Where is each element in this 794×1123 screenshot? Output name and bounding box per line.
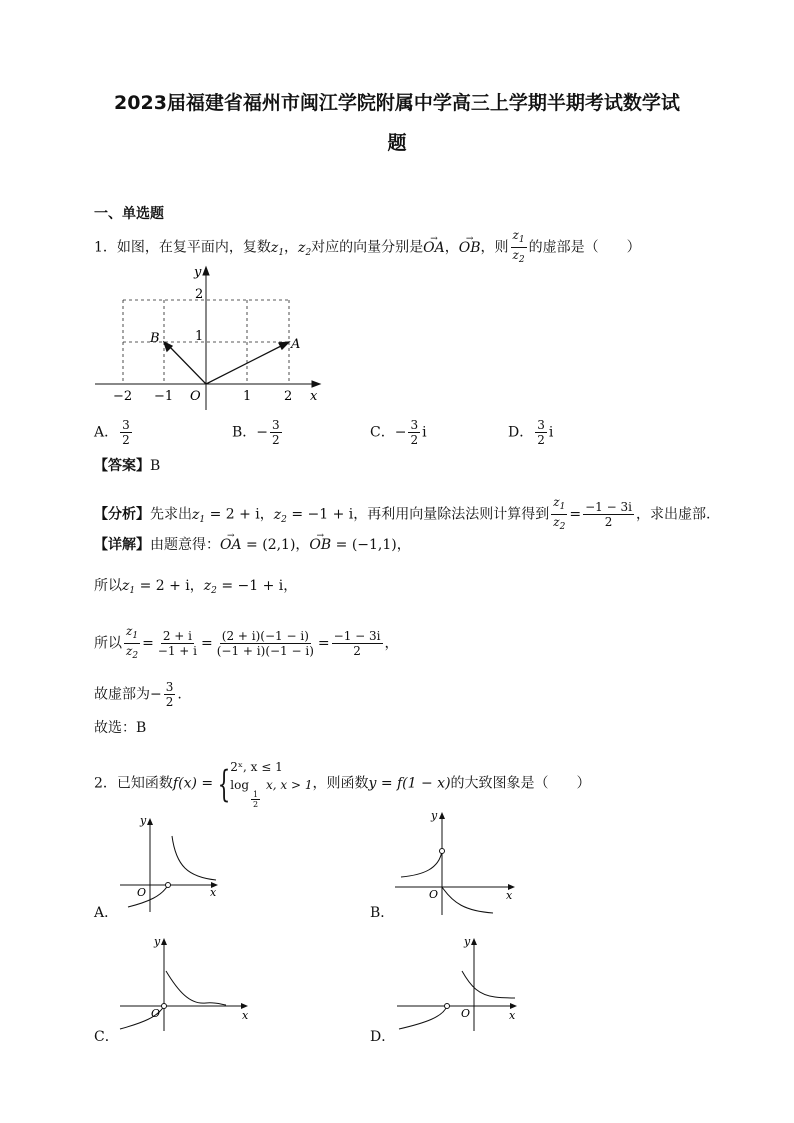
- y-axis-arrow: [203, 267, 209, 275]
- origin-label: O: [151, 1007, 161, 1020]
- graph-option-a[interactable]: [118, 814, 228, 914]
- stem-sep: ，: [444, 239, 459, 256]
- y-axis-arrow: [439, 812, 445, 819]
- curve-left: [399, 1006, 447, 1029]
- x-label: x: [210, 886, 217, 899]
- detail-tag: 【详解】: [94, 537, 150, 553]
- point-b-label: B: [150, 331, 160, 346]
- option-c-label[interactable]: C．: [94, 1029, 119, 1045]
- answer-value: B: [150, 458, 161, 474]
- piecewise-cases: 2ˣ, x ≤ 1 log $\frac{1}{2}$ x, x > 1: [230, 760, 313, 809]
- detail-line-5: 故选：B: [94, 720, 147, 736]
- tick-x-neg2: −2: [113, 389, 133, 404]
- detail-line-1: 【详解】由题意得：→ OA = (2,1)，→ OB = (−1,1)，: [94, 535, 411, 555]
- x-label: x: [509, 1009, 516, 1022]
- y-axis-label: y: [194, 265, 202, 280]
- question-number: 2．: [94, 775, 117, 792]
- graph-option-b[interactable]: [393, 807, 523, 917]
- question-number: 1．: [94, 239, 117, 256]
- y-axis-arrow: [147, 818, 153, 825]
- option-b[interactable]: B．− $\frac{3}{2}$: [232, 418, 280, 447]
- open-point: [162, 1004, 167, 1009]
- section-heading: 一、单选题: [94, 206, 164, 222]
- y-axis-arrow: [471, 938, 477, 945]
- x-axis-label: x: [310, 389, 318, 404]
- answer-line: [94, 456, 160, 476]
- complex-plane-figure: [90, 262, 330, 412]
- arrowhead-b: [164, 342, 172, 351]
- y-label: y: [140, 814, 147, 827]
- option-fraction: $\frac{3}{2}$: [272, 418, 280, 447]
- vector-ob: → OB: [459, 238, 481, 258]
- analysis-result: $\frac{-1 - 3i}{2}$: [585, 500, 632, 529]
- x-label: x: [242, 1009, 249, 1022]
- option-a-label[interactable]: A．: [94, 905, 119, 921]
- option-fraction: $\frac{3}{2}$: [410, 418, 419, 447]
- option-label: C．: [370, 424, 395, 441]
- question-2-stem: 2．已知函数f(x) = { 2ˣ, x ≤ 1 log $\frac{1}{2}$ x, x > 1 ，则函数y = f(1 − x)的大致图象是（ ）: [94, 760, 591, 809]
- origin-label: O: [461, 1007, 471, 1020]
- curve-right: [166, 971, 226, 1005]
- tick-x-2: 2: [284, 389, 293, 404]
- option-fraction: $\frac{3}{2}$: [122, 418, 130, 447]
- curve-right: [442, 887, 493, 913]
- paper-title-line2: 题: [387, 132, 407, 154]
- curve-right: [172, 836, 216, 880]
- y-label: y: [464, 935, 471, 948]
- tick-y-2: 2: [195, 287, 204, 302]
- option-fraction: $\frac{3}{2}$: [537, 418, 545, 447]
- point-a-label: A: [291, 337, 301, 352]
- analysis-line: 【分析】先求出$z_1 = 2 + i$，$z_2 = -1 + i$，再利用向量除法法则计算得到 $\frac{z_1}{z_2}$ = $\frac{-1 - 3i}{2}$ ，求出虚部.: [94, 495, 711, 532]
- stem-text: 对应的向量分别是: [311, 239, 424, 256]
- tick-x-neg1: −1: [154, 389, 174, 404]
- graph-option-d[interactable]: [395, 933, 525, 1033]
- arrowhead-a: [279, 342, 289, 349]
- x-label: x: [506, 889, 513, 902]
- open-point: [445, 1004, 450, 1009]
- option-label: D．: [508, 424, 534, 441]
- curve-left: [128, 885, 168, 907]
- analysis-tag: 【分析】: [94, 506, 150, 523]
- option-b-label[interactable]: B．: [370, 905, 395, 921]
- curve-left: [401, 851, 442, 877]
- var-z1: $z_1$: [270, 239, 285, 258]
- origin-label: O: [137, 886, 147, 899]
- y-axis-arrow: [161, 938, 167, 945]
- y-label: y: [154, 935, 161, 948]
- tick-y-1: 1: [195, 329, 204, 344]
- vector-ob-arrow: [168, 345, 206, 384]
- open-point: [440, 849, 445, 854]
- option-label: A．: [94, 424, 119, 441]
- option-a[interactable]: [94, 418, 134, 447]
- stem-text: 的虚部是（ ）: [528, 239, 641, 256]
- option-label: B．: [232, 424, 257, 441]
- origin-label: O: [429, 888, 439, 901]
- vector-oa-arrow: [206, 344, 285, 384]
- option-d-label[interactable]: D．: [370, 1029, 396, 1045]
- paper-title-line1: 2023届福建省福州市闽江学院附属中学高三上学期半期考试数学试: [114, 92, 680, 114]
- stem-sep: ，: [284, 239, 299, 256]
- open-point: [166, 883, 171, 888]
- graph-option-c[interactable]: [118, 933, 258, 1033]
- tick-x-1: 1: [243, 389, 252, 404]
- answer-tag: 【答案】: [94, 458, 150, 474]
- var-z2: $z_2$: [298, 239, 312, 258]
- detail-line-4: 故虚部为− $\frac{3}{2}$ .: [94, 680, 182, 709]
- origin-label: O: [190, 389, 201, 404]
- option-c[interactable]: C．− $\frac{3}{2}$ i: [370, 418, 427, 447]
- y-label: y: [431, 809, 438, 822]
- detail-line-2: 所以$z_1 = 2 + i$，$z_2 = -1 + i$，: [94, 578, 298, 596]
- stem-text: ，则: [480, 239, 509, 256]
- x-axis-arrow: [312, 381, 320, 387]
- fraction-z1-over-z2: $\frac{z_1}{z_2}$: [512, 228, 525, 265]
- stem-text: 如图，在复平面内，复数: [116, 239, 271, 256]
- detail-line-3: 所以 $\frac{z_1}{z_2}$ = $\frac{2 + i}{-1 + i}$ = $\frac{(2 + i)(-1 - i)}{(-1 + i)(-1 - i)}$ = $\frac{-1 - 3i}{2}$ ，: [94, 624, 399, 661]
- curve-right: [462, 971, 515, 998]
- option-d[interactable]: D． $\frac{3}{2}$ i: [508, 418, 554, 447]
- vector-oa: → OA: [423, 238, 445, 258]
